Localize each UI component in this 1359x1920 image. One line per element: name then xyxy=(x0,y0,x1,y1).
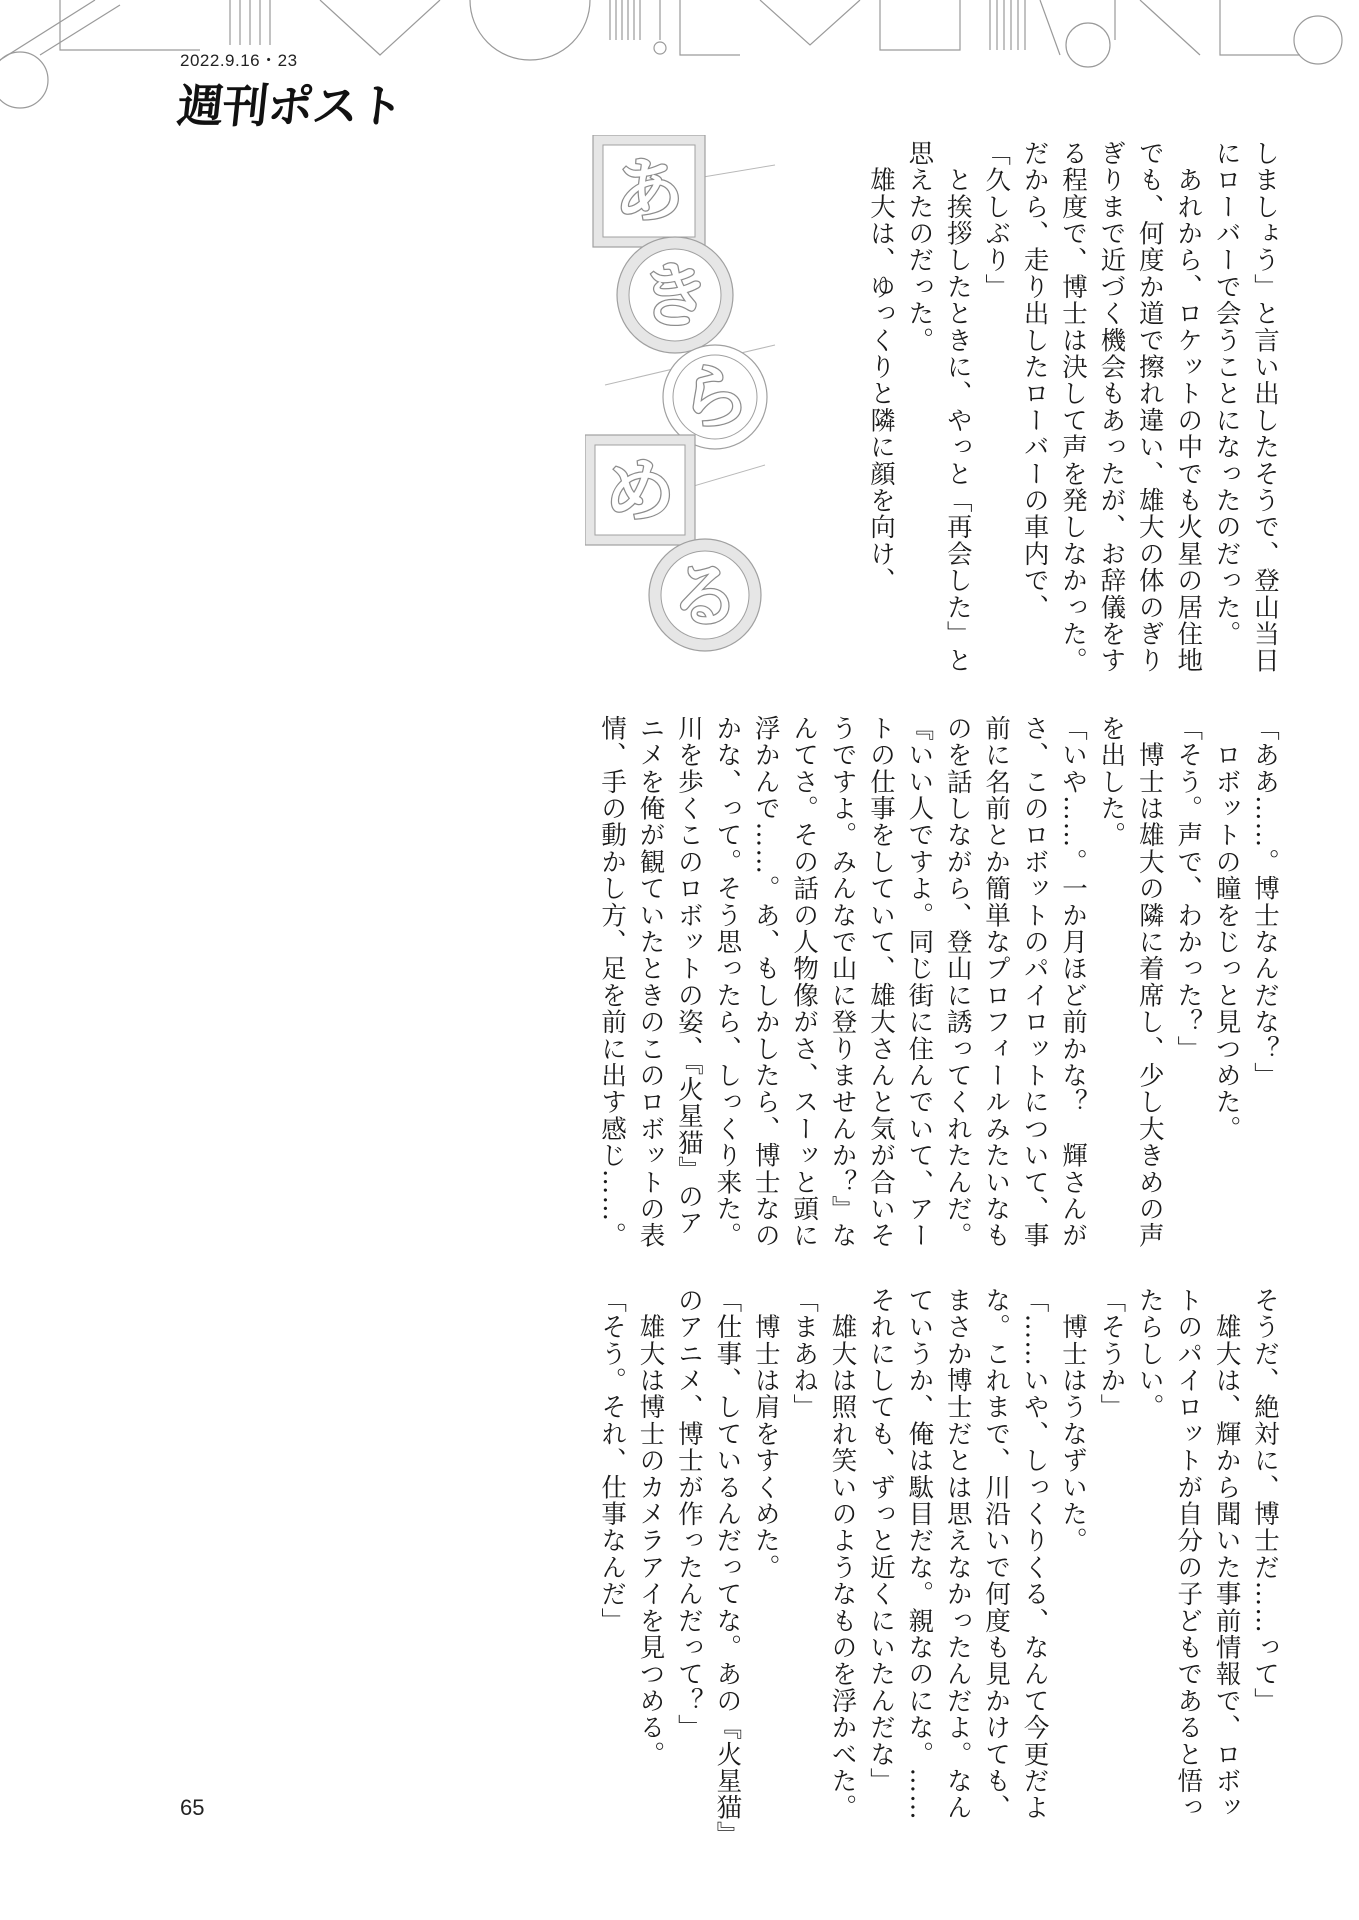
text-line: のアニメ、博士が作ったんだって？」 xyxy=(673,1287,704,1741)
text-line: 「そう。それ、仕事なんだ」 xyxy=(597,1287,628,1635)
text-line: 川を歩くこのロボットの姿、『火星猫』のア xyxy=(673,715,704,1237)
text-line: だから、走り出したローバーの車内で、 xyxy=(1019,140,1050,621)
text-line: トの仕事をしていて、雄大さんと気が合いそ xyxy=(865,715,896,1249)
text-block-lower xyxy=(593,1287,1284,1847)
text-line: のを話しながら、登山に誘ってくれたんだ。 xyxy=(942,715,973,1249)
text-line: 「仕事、しているんだってな。あの『火星猫』 xyxy=(712,1287,743,1848)
issue-date: 2022.9.16・23 xyxy=(180,51,298,70)
text-line: それにしても、ずっと近くにいたんだな」 xyxy=(865,1287,896,1795)
text-line: 「久しぶり」 xyxy=(981,140,1012,301)
text-line: あれから、ロケットの中でも火星の居住地 xyxy=(1173,140,1204,674)
text-line: ていうか、俺は駄目だな。親なのにな。…… xyxy=(904,1287,935,1821)
text-line: 前に名前とか簡単なプロフィールみたいなも xyxy=(981,715,1012,1249)
text-line: にローバーで会うことになったのだった。 xyxy=(1211,140,1242,648)
text-line: 「そうか」 xyxy=(1096,1287,1127,1421)
text-line: 浮かんで……。あ、もしかしたら、博士なの xyxy=(750,715,781,1249)
text-block-middle xyxy=(593,715,1284,1275)
title-char-5: る xyxy=(670,555,740,637)
text-line: たらしい。 xyxy=(1134,1287,1165,1421)
text-line: 『いい人ですよ。同じ街に住んでいて、アー xyxy=(904,715,935,1249)
text-line: 博士はうなずいた。 xyxy=(1057,1287,1088,1554)
text-line: 「……いや、しっくりくる、なんて今更だよ xyxy=(1019,1287,1050,1821)
text-block-upper xyxy=(862,140,1284,690)
title-char-4: め xyxy=(605,450,675,532)
text-line: うですよ。みんなで山に登りませんか？』な xyxy=(827,715,858,1249)
title-char-2: き xyxy=(640,255,710,337)
text-line: かな、って。そう思ったら、しっくり来た。 xyxy=(712,715,743,1249)
text-line: 博士は雄大の隣に着席し、少し大きめの声 xyxy=(1134,715,1165,1249)
text-line: 「いや……。一か月ほど前かな？ 輝さんが xyxy=(1057,715,1088,1249)
text-line: ロボットの瞳をじっと見つめた。 xyxy=(1211,715,1242,1143)
text-line: 雄大は、ゆっくりと隣に顔を向け、 xyxy=(865,140,896,594)
text-line: 雄大は照れ笑いのようなものを浮かべた。 xyxy=(827,1287,858,1821)
text-line: さ、このロボットのパイロットについて、事 xyxy=(1019,715,1050,1249)
text-line: 「そう。声で、わかった？」 xyxy=(1173,715,1204,1063)
text-line: 思えたのだった。 xyxy=(904,140,935,354)
text-line: トのパイロットが自分の子どもであると悟っ xyxy=(1173,1287,1204,1821)
text-line: 雄大は博士のカメラアイを見つめる。 xyxy=(635,1287,666,1768)
text-line: る程度で、博士は決して声を発しなかった。 xyxy=(1057,140,1088,674)
text-line: んてさ。その話の人物像がさ、スーッと頭に xyxy=(789,715,820,1249)
title-char-1: あ xyxy=(614,150,684,232)
text-line: と挨拶したときに、やっと「再会した」と xyxy=(942,140,973,674)
magazine-title: 週刊ポスト xyxy=(174,79,406,133)
text-line: でも、何度か道で擦れ違い、雄大の体のぎり xyxy=(1134,140,1165,674)
text-line: そうだ、絶対に、博士だ……って」 xyxy=(1250,1287,1280,1715)
text-line: ぎりまで近づく機会もあったが、お辞儀をす xyxy=(1096,140,1127,674)
title-char-3: ら xyxy=(680,356,750,438)
text-line: 博士は肩をすくめた。 xyxy=(750,1287,781,1581)
text-line: 情、手の動かし方、足を前に出す感じ……。 xyxy=(597,715,628,1249)
text-line: しましょう」と言い出したそうで、登山当日 xyxy=(1250,140,1280,674)
text-line: な。これまで、川沿いで何度も見かけても、 xyxy=(981,1287,1012,1821)
text-line: 「まあね」 xyxy=(789,1287,820,1421)
text-line: を出した。 xyxy=(1096,715,1127,849)
text-line: ニメを俺が観ていたときのこのロボットの表 xyxy=(635,715,666,1249)
text-line: 「ああ……。博士なんだな？」 xyxy=(1250,715,1280,1089)
serial-title xyxy=(585,135,785,655)
page-number: 65 xyxy=(180,1795,205,1820)
text-line: まさか博士だとは思えなかったんだよ。なん xyxy=(942,1287,973,1821)
text-line: 雄大は、輝から聞いた事前情報で、ロボッ xyxy=(1211,1287,1242,1821)
